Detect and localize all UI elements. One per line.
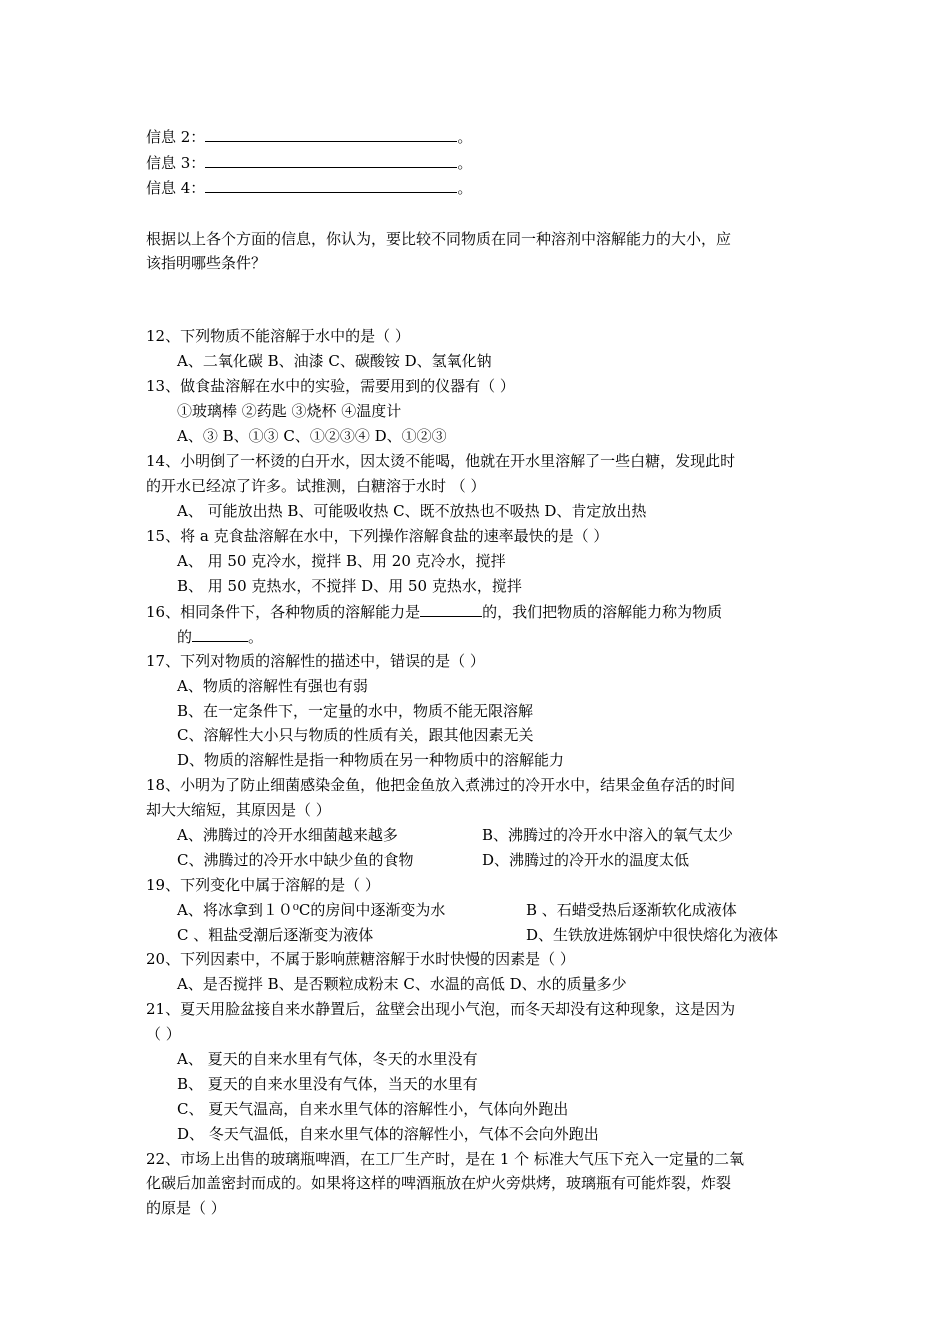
- q18-line-2: 却大大缩短，其原因是（ ）: [146, 801, 331, 819]
- answer-blank[interactable]: [205, 151, 457, 168]
- q21-option-d: D、 冬天气温低，自来水里气体的溶解性小，气体不会向外跑出: [177, 1125, 599, 1143]
- q21-line-1: 21、夏天用脸盆接自来水静置后，盆壁会出现小气泡，而冬天却没有这种现象，这是因为: [146, 1000, 736, 1018]
- q15-options-1: A、 用 50 克冷水，搅拌 B、用 20 克冷水，搅拌: [177, 552, 506, 570]
- q13-stem: 13、做食盐溶解在水中的实验，需要用到的仪器有（ ）: [146, 377, 515, 395]
- period: 。: [457, 154, 473, 172]
- q18-option-c: C、沸腾过的冷开水中缺少鱼的食物: [177, 851, 414, 869]
- q19-option-d: D、生铁放进炼钢炉中很快熔化为液体: [526, 926, 779, 944]
- answer-blank[interactable]: [205, 125, 457, 142]
- q19-stem: 19、下列变化中属于溶解的是（ ）: [146, 876, 380, 894]
- q14-options: A、 可能放出热 B、可能吸收热 C、既不放热也不吸热 D、肯定放出热: [177, 502, 647, 520]
- q20-options: A、是否搅拌 B、是否颗粒成粉末 C、水温的高低 D、水的质量多少: [177, 975, 627, 993]
- q19-option-a: A、将冰拿到１０⁰C的房间中逐渐变为水: [177, 901, 446, 919]
- period: 。: [457, 128, 473, 146]
- info-line-3: [146, 151, 472, 174]
- q17-option-a: A、物质的溶解性有强也有弱: [177, 677, 368, 695]
- q16-line2b: 。: [248, 628, 264, 646]
- q22-line-3: 的原是（ ）: [146, 1199, 226, 1217]
- q21-line-2: （ ）: [146, 1025, 181, 1043]
- q22-line-2: 化碳后加盖密封而成的。如果将这样的啤酒瓶放在炉火旁烘烤，玻璃瓶有可能炸裂，炸裂: [146, 1174, 732, 1192]
- q20-stem: 20、下列因素中，不属于影响蔗糖溶解于水时快慢的因素是（ ）: [146, 950, 575, 968]
- info-line-4: [146, 176, 472, 199]
- q16-part2: 的，我们把物质的溶解能力称为物质: [482, 603, 723, 621]
- prompt-line-2: 该指明哪些条件？: [146, 254, 267, 272]
- info-label: 信息 2：: [146, 128, 206, 146]
- q19-option-b: B 、石蜡受热后逐渐软化成液体: [526, 901, 737, 919]
- q16-part1: 16、相同条件下，各种物质的溶解能力是: [146, 603, 421, 621]
- q15-stem: 15、将 a 克食盐溶解在水中，下列操作溶解食盐的速率最快的是（ ）: [146, 527, 609, 545]
- q16-line-2: [177, 625, 263, 648]
- q17-option-c: C、溶解性大小只与物质的性质有关，跟其他因素无关: [177, 726, 534, 744]
- q18-line-1: 18、小明为了防止细菌感染金鱼，他把金鱼放入煮沸过的冷开水中，结果金鱼存活的时间: [146, 776, 736, 794]
- q13-items: ①玻璃棒 ②药匙 ③烧杯 ④温度计: [177, 402, 402, 420]
- q19-option-c: C 、粗盐受潮后逐渐变为液体: [177, 926, 374, 944]
- answer-blank[interactable]: [205, 176, 457, 193]
- info-line-2: [146, 125, 472, 148]
- q17-stem: 17、下列对物质的溶解性的描述中，错误的是（ ）: [146, 652, 485, 670]
- q13-options: A、③ B、①③ C、①②③④ D、①②③: [177, 427, 447, 445]
- q14-line-1: 14、小明倒了一杯烫的白开水，因太烫不能喝，他就在开水里溶解了一些白糖，发现此时: [146, 452, 736, 470]
- q17-option-d: D、物质的溶解性是指一种物质在另一种物质中的溶解能力: [177, 751, 565, 769]
- q22-line-1: 22、市场上出售的玻璃瓶啤酒，在工厂生产时，是在 1 个 标准大气压下充入一定量的二氧: [146, 1150, 744, 1168]
- prompt-line-1: 根据以上各个方面的信息，你认为，要比较不同物质在同一种溶剂中溶解能力的大小，应: [146, 230, 732, 248]
- q16-line-1: [146, 600, 722, 623]
- info-label: 信息 3：: [146, 154, 206, 172]
- q17-option-b: B、在一定条件下，一定量的水中，物质不能无限溶解: [177, 702, 534, 720]
- q14-line-2: 的开水已经凉了许多。试推测，白糖溶于水时 （ ）: [146, 477, 486, 495]
- answer-blank[interactable]: [420, 600, 482, 617]
- period: 。: [457, 179, 473, 197]
- q12-stem: 12、下列物质不能溶解于水中的是（ ）: [146, 327, 410, 345]
- q18-option-b: B、沸腾过的冷开水中溶入的氧气太少: [482, 826, 734, 844]
- q21-option-a: A、 夏天的自来水里有气体，冬天的水里没有: [177, 1050, 478, 1068]
- answer-blank[interactable]: [192, 625, 248, 642]
- q21-option-b: B、 夏天的自来水里没有气体，当天的水里有: [177, 1075, 478, 1093]
- q18-option-a: A、沸腾过的冷开水细菌越来越多: [177, 826, 398, 844]
- q16-line2a: 的: [177, 628, 193, 646]
- q12-options: A、二氧化碳 B、油漆 C、碳酸铵 D、氢氧化钠: [177, 352, 492, 370]
- info-label: 信息 4：: [146, 179, 206, 197]
- q21-option-c: C、 夏天气温高，自来水里气体的溶解性小，气体向外跑出: [177, 1100, 569, 1118]
- q18-option-d: D、沸腾过的冷开水的温度太低: [482, 851, 690, 869]
- q15-options-2: B、 用 50 克热水，不搅拌 D、用 50 克热水，搅拌: [177, 577, 522, 595]
